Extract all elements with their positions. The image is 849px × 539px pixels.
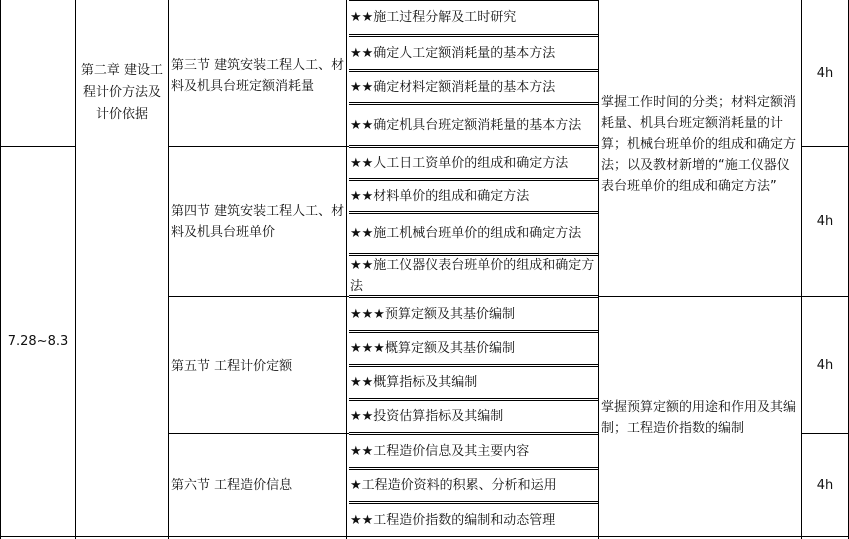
- topic-item: ★★施工仪器仪表台班单价的组成和确定方法: [350, 257, 595, 294]
- section-title: 第六节 工程造价信息: [171, 477, 293, 493]
- section-title: 第五节 工程计价定额: [171, 358, 293, 374]
- topic-item: ★★确定人工定额消耗量的基本方法: [350, 45, 556, 61]
- topic-item: ★★人工日工资单价的组成和确定方法: [350, 155, 569, 171]
- topic-item: ★★工程造价指数的编制和动态管理: [350, 512, 556, 528]
- topic-item: ★★★概算定额及其基价编制: [350, 341, 515, 356]
- hours-label: 4h: [816, 357, 834, 373]
- section-title: 第四节 建筑安装工程人工、材料及机具台班单价: [171, 204, 345, 240]
- topic-item: ★★施工机械台班单价的组成和确定方法: [350, 225, 582, 241]
- topic-item: ★工程造价资料的积累、分析和运用: [350, 478, 557, 493]
- hours-cell: [802, 434, 848, 536]
- topic-item: ★★施工过程分解及工时研究: [350, 10, 517, 25]
- section-4-cell: [171, 200, 345, 244]
- section-title: 第三节 建筑安装工程人工、材料及机具台班定额消耗量: [171, 58, 345, 94]
- period-cell: [1, 147, 75, 536]
- hours-label: 4h: [816, 65, 834, 81]
- note-cell: [601, 92, 800, 212]
- hours-cell: [802, 0, 848, 146]
- section-6-cell: [171, 474, 345, 496]
- hours-label: 4h: [816, 214, 834, 229]
- hours-cell: [802, 297, 848, 433]
- section-3-cell: [171, 44, 345, 108]
- chapter-cell: [79, 60, 165, 126]
- hours-cell: [802, 147, 848, 296]
- topic-item: ★★投资估算指标及其编制: [350, 409, 504, 424]
- topic-item: ★★确定材料定额消耗量的基本方法: [350, 79, 556, 95]
- note-text: 掌握工作时间的分类；材料定额消耗量、机具台班定额消耗量的计算；机械台班单价的组成和确定方法；以及教材新增的“施工仪器仪表台班单价的组成和确定方法”: [601, 95, 797, 194]
- topic-item: ★★材料单价的组成和确定方法: [350, 188, 530, 204]
- topic-item: ★★★预算定额及其基价编制: [350, 306, 515, 322]
- chapter-title: 第二章 建设工程计价方法及计价依据: [80, 63, 164, 122]
- topic-item: ★★工程造价信息及其主要内容: [350, 443, 530, 459]
- section-5-cell: [171, 355, 345, 377]
- topic-item: ★★概算指标及其编制: [350, 375, 478, 390]
- note-text: 掌握预算定额的用途和作用及其编制；工程造价指数的编制: [601, 400, 797, 436]
- hours-label: 4h: [816, 477, 834, 493]
- note-cell: [601, 397, 800, 441]
- topic-item: ★★确定机具台班定额消耗量的基本方法: [350, 117, 582, 133]
- period-label: 7.28~8.3: [7, 334, 69, 349]
